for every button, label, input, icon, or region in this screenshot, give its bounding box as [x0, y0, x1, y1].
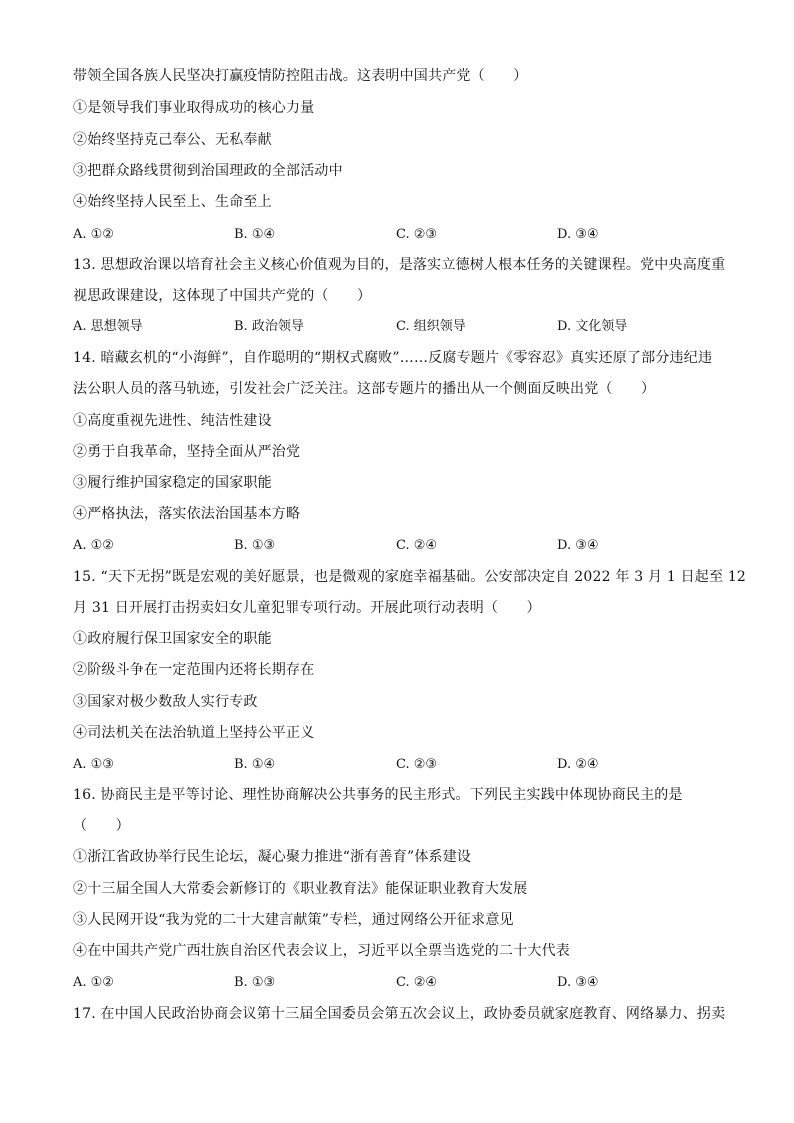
q14-item-4: ④严格执法，落实依法治国基本方略 [73, 506, 301, 522]
q16-item-3: ③人民网开设“我为党的二十大建言献策”专栏，通过网络公开征求意见 [73, 912, 514, 928]
q13-option-c: C. 组织领导 [396, 319, 466, 334]
q13-option-a: A. 思想领导 [73, 319, 143, 334]
q15-option-c: C. ②③ [396, 757, 438, 772]
q14-stem-line-1: 14. 暗藏玄机的“小海鲜”，自作聪明的“期权式腐败”……反腐专题片《零容忍》真实还原了部分违纪违 [73, 350, 713, 366]
q14-option-d: D. ③④ [557, 538, 599, 553]
q16-option-d: D. ③④ [557, 975, 599, 990]
q15-stem-line-2: 月 31 日开展打击拐卖妇女儿童犯罪专项行动。开展此项行动表明（ ） [73, 600, 541, 616]
q14-stem-line-2: 法公职人员的落马轨迹，引发社会广泛关注。这部专题片的播出从一个侧面反映出党（ ） [73, 381, 656, 397]
q14-item-3: ③履行维护国家稳定的国家职能 [73, 475, 272, 491]
q14-item-2: ②勇于自我革命，坚持全面从严治党 [73, 444, 301, 460]
q12-item-4: ④始终坚持人民至上、生命至上 [73, 194, 272, 210]
q12-option-a: A. ①② [73, 227, 114, 242]
q15-item-3: ③国家对极少数敌人实行专政 [73, 694, 258, 710]
q14-option-a: A. ①② [73, 538, 114, 553]
q17-stem-line-1: 17. 在中国人民政治协商会议第十三届全国委员会第五次会议上，政协委员就家庭教育、网络暴力、拐卖 [73, 1006, 726, 1022]
q12-item-2: ②始终坚持克己奉公、无私奉献 [73, 132, 272, 148]
q15-stem-line-1: 15. “天下无拐”既是宏观的美好愿景，也是微观的家庭幸福基础。公安部决定自 2022 年 3 月 1 日起至 12 [73, 569, 747, 585]
q13-option-b: B. 政治领导 [234, 319, 304, 334]
q12-option-d: D. ③④ [557, 227, 599, 242]
q15-item-2: ②阶级斗争在一定范围内还将长期存在 [73, 662, 315, 678]
q15-item-4: ④司法机关在法治轨道上坚持公平正义 [73, 725, 315, 741]
q15-option-a: A. ①③ [73, 757, 114, 772]
q12-option-b: B. ①④ [234, 227, 276, 242]
q16-option-b: B. ①③ [234, 975, 276, 990]
q12-option-c: C. ②③ [396, 227, 438, 242]
q15-option-d: D. ②④ [557, 757, 599, 772]
q12-item-3: ③把群众路线贯彻到治国理政的全部活动中 [73, 163, 343, 179]
q16-stem-line-2: （ ） [73, 818, 130, 834]
q16-item-2: ②十三届全国人大常委会新修订的《职业教育法》能保证职业教育大发展 [73, 881, 528, 897]
q13-option-d: D. 文化领导 [557, 319, 628, 334]
q16-stem-line-1: 16. 协商民主是平等讨论、理性协商解决公共事务的民主形式。下列民主实践中体现协商民主的是 [73, 787, 683, 803]
q12-item-1: ①是领导我们事业取得成功的核心力量 [73, 100, 315, 116]
q15-option-b: B. ①④ [234, 757, 276, 772]
q14-item-1: ①高度重视先进性、纯洁性建设 [73, 413, 272, 429]
q12-stem-tail: 带领全国各族人民坚决打赢疫情防控阻击战。这表明中国共产党（ ） [73, 68, 528, 84]
q16-item-4: ④在中国共产党广西壮族自治区代表会议上，习近平以全票当选党的二十大代表 [73, 943, 570, 959]
q16-option-c: C. ②④ [396, 975, 438, 990]
q13-stem-line-2: 视思政课建设，这体现了中国共产党的（ ） [73, 288, 372, 304]
q16-item-1: ①浙江省政协举行民生论坛，凝心聚力推进“浙有善育”体系建设 [73, 849, 472, 865]
q14-option-b: B. ①③ [234, 538, 276, 553]
q15-item-1: ①政府履行保卫国家安全的职能 [73, 631, 272, 647]
q16-option-a: A. ①② [73, 975, 114, 990]
q14-option-c: C. ②④ [396, 538, 438, 553]
q13-stem-line-1: 13. 思想政治课以培育社会主义核心价值观为目的，是落实立德树人根本任务的关键课程。党中央高度重 [73, 257, 726, 273]
